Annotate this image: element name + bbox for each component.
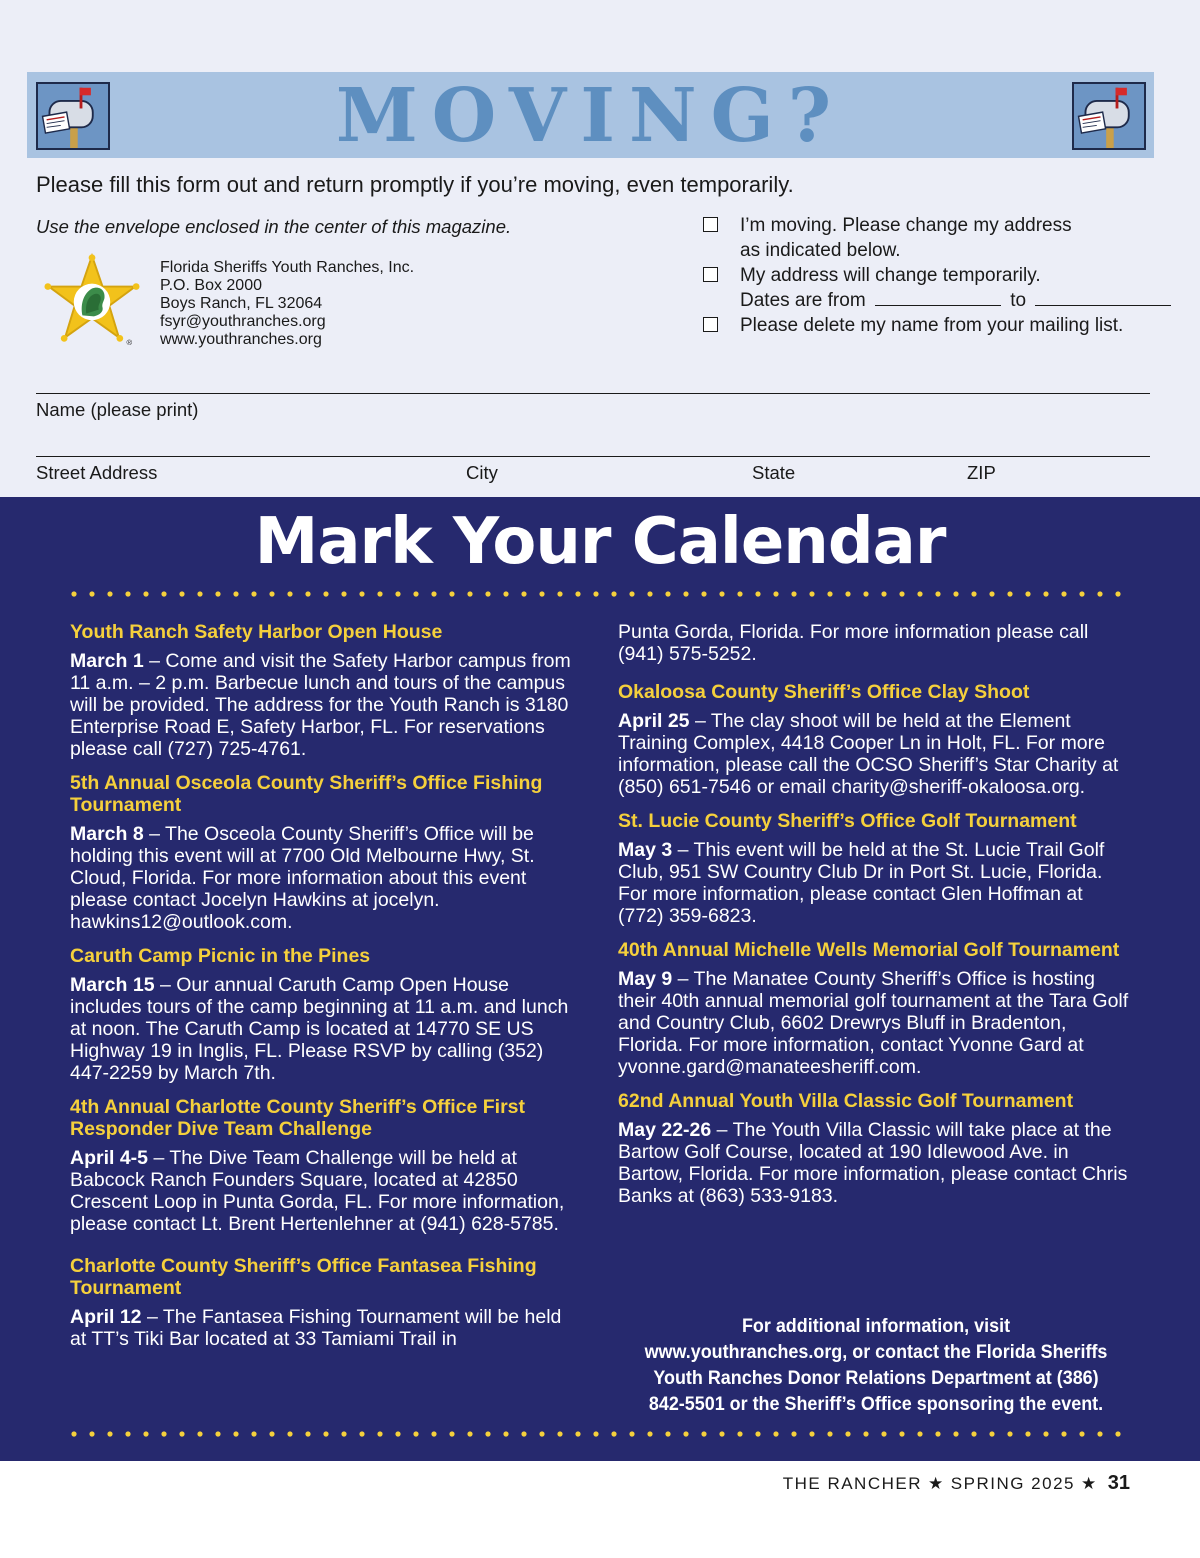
divider-dot — [1097, 591, 1102, 596]
divider-dot — [953, 1431, 958, 1436]
divider-dot — [305, 591, 310, 596]
event-text: – This event will be held at the St. Lucie Trail Golf Club, 951 SW Country Club Dr in Port St. Lucie, Florida. For more information, please contact Glen Hoffman at (772) 359-6823. — [618, 839, 1105, 927]
page-footer — [783, 1472, 1130, 1495]
divider-dot — [143, 1431, 148, 1436]
divider-dot — [89, 1431, 94, 1436]
divider-dot — [827, 591, 832, 596]
divider-dot — [251, 1431, 256, 1436]
divider-dot — [953, 591, 958, 596]
divider-dot — [71, 1431, 76, 1436]
zip-field-label: ZIP — [967, 462, 996, 483]
divider-dot — [377, 591, 382, 596]
event-continued-text: Punta Gorda, Florida. For more information please call (941) 575-5252. — [618, 621, 1089, 665]
event-date: April 12 — [70, 1306, 142, 1328]
mailing-address — [160, 259, 414, 349]
event-date: March 8 — [70, 823, 144, 845]
divider-dot — [233, 591, 238, 596]
divider-dot — [287, 1431, 292, 1436]
event-item — [618, 939, 1130, 1078]
divider-dot — [305, 1431, 310, 1436]
event-item — [618, 810, 1130, 927]
option-temporary-line1: My address will change temporarily. — [740, 265, 1041, 286]
event-title: Caruth Camp Picnic in the Pines — [70, 945, 371, 967]
divider-dot — [1025, 591, 1030, 596]
event-body — [70, 650, 582, 760]
divider-dot — [431, 591, 436, 596]
event-text: – The Osceola County Sheriff’s Office will be holding this event will at 7700 Old Melbourne Hwy, St. Cloud, Florida. For more information about this event please contact Jocelyn Hawkins at jocelyn. hawkins12@outlook.com. — [70, 823, 535, 933]
divider-dot — [1061, 591, 1066, 596]
divider-dot — [935, 1431, 940, 1436]
divider-dot — [791, 1431, 796, 1436]
date-to-field[interactable] — [1035, 288, 1171, 306]
state-field-label: State — [752, 462, 796, 483]
divider-dot — [737, 591, 742, 596]
divider-dot — [773, 1431, 778, 1436]
option-change-line1: I’m moving. Please change my address — [740, 215, 1072, 236]
divider-dot — [917, 1431, 922, 1436]
divider-dot — [791, 591, 796, 596]
divider-dot — [881, 1431, 886, 1436]
divider-dot — [395, 1431, 400, 1436]
divider-dot — [413, 1431, 418, 1436]
divider-dot — [359, 591, 364, 596]
divider-dot — [287, 591, 292, 596]
divider-dot — [629, 591, 634, 596]
temporary-checkbox[interactable] — [703, 267, 718, 282]
divider-dot — [161, 591, 166, 596]
divider-dot — [503, 591, 508, 596]
divider-dot — [1097, 1431, 1102, 1436]
event-item — [618, 681, 1130, 798]
calendar-section — [0, 497, 1200, 1461]
divider-dot — [485, 1431, 490, 1436]
star-separator-icon: ★ — [1081, 1474, 1098, 1493]
option-change-address — [702, 213, 1182, 263]
address-field-line[interactable] — [36, 456, 1150, 457]
event-title: 40th Annual Michelle Wells Memorial Golf Tournament — [618, 939, 1120, 961]
divider-dot — [935, 591, 940, 596]
divider-dot — [809, 591, 814, 596]
event-body — [70, 974, 582, 1084]
address-org: Florida Sheriffs Youth Ranches, Inc. — [160, 259, 415, 276]
event-date: April 4-5 — [70, 1147, 149, 1169]
additional-info-note: For additional information, visit www.youthranches.org, or contact the Florida Sheriffs Youth Ranches Donor Relations Department at (386) 842-5501 or the Sheriff’s Office sponsoring the event. — [644, 1315, 1108, 1415]
divider-dot — [107, 591, 112, 596]
event-text: – The clay shoot will be held at the Element Training Complex, 4418 Cooper Ln in Holt, FL. For more information, please call the OCSO Sheriff’s Star Charity at (850) 651-7546 or email charity@sheriff-okaloosa.org. — [618, 710, 1119, 798]
divider-dot — [107, 1431, 112, 1436]
event-body — [618, 1119, 1130, 1207]
event-item — [70, 621, 582, 760]
address-city: Boys Ranch, FL 32064 — [160, 295, 323, 312]
divider-dot — [1115, 591, 1120, 596]
page-number: 31 — [1107, 1472, 1130, 1494]
calendar-title: Mark Your Calendar — [254, 505, 946, 579]
divider-dot — [557, 591, 562, 596]
divider-dot — [179, 591, 184, 596]
event-date: May 3 — [618, 839, 673, 861]
moving-form-section — [0, 0, 1200, 497]
moving-options — [702, 213, 1182, 338]
event-body — [70, 1306, 582, 1350]
option-temporary — [702, 263, 1182, 313]
dates-to-label: to — [1010, 290, 1027, 311]
event-text: – The Manatee County Sheriff’s Office is hosting their 40th annual memorial golf tournament at the Tara Golf and Country Club, 6602 Drewrys Bluff in Bradenton, Florida. For more information, contact Yvonne Gard at yvonne.gard@manateesheriff.com. — [618, 968, 1129, 1078]
address-email[interactable]: fsyr@youthranches.org — [160, 313, 326, 330]
divider-dot — [413, 591, 418, 596]
city-field-label: City — [466, 462, 498, 483]
divider-dot — [521, 1431, 526, 1436]
divider-dot — [323, 1431, 328, 1436]
divider-dot — [341, 1431, 346, 1436]
star-separator-icon: ★ — [928, 1474, 945, 1493]
divider-dot — [215, 591, 220, 596]
divider-dot — [377, 1431, 382, 1436]
divider-dot — [737, 1431, 742, 1436]
issue-season: SPRING 2025 — [950, 1474, 1075, 1493]
divider-dot — [665, 591, 670, 596]
divider-dot — [1007, 591, 1012, 596]
divider-dot — [701, 591, 706, 596]
name-field-label: Name (please print) — [36, 399, 199, 420]
event-item — [70, 1096, 582, 1235]
event-text: – The Youth Villa Classic will take place at the Bartow Golf Course, located at 190 Idlewood Ave. in Bartow, Florida. For more information, please contact Chris Banks at (863) 533-9183. — [618, 1119, 1128, 1207]
divider-dot — [845, 1431, 850, 1436]
divider-dot — [989, 591, 994, 596]
event-text: – Come and visit the Safety Harbor campus from 11 a.m. – 2 p.m. Barbecue lunch and tours of the campus will be provided. The address for the Youth Ranch is 3180 Enterprise Road E, Safety Harbor, FL. For reservations please call (727) 725-4761. — [70, 650, 571, 760]
mailbox-icon — [1072, 82, 1146, 150]
event-date: May 22-26 — [618, 1119, 712, 1141]
divider-dot — [467, 1431, 472, 1436]
divider-dot — [269, 1431, 274, 1436]
divider-dot — [575, 591, 580, 596]
divider-dot — [899, 591, 904, 596]
street-field-label: Street Address — [36, 462, 158, 483]
intro-text: Please fill this form out and return promptly if you’re moving, even temporarily. — [36, 172, 794, 197]
event-body — [70, 1147, 582, 1235]
divider-dot — [71, 591, 76, 596]
divider-dot — [1061, 1431, 1066, 1436]
divider-dot — [611, 1431, 616, 1436]
divider-dot — [323, 591, 328, 596]
event-continued — [618, 621, 1130, 665]
divider-dot — [1007, 1431, 1012, 1436]
dates-from-label: Dates are from — [740, 290, 866, 311]
event-date: April 25 — [618, 710, 690, 732]
divider-dot — [143, 591, 148, 596]
divider-dot — [215, 1431, 220, 1436]
divider-dot — [467, 591, 472, 596]
divider-dot — [449, 1431, 454, 1436]
event-title: Okaloosa County Sheriff’s Office Clay Shoot — [618, 681, 1030, 703]
event-item — [70, 945, 582, 1084]
option-delete-text: Please delete my name from your mailing list. — [740, 315, 1124, 336]
divider-dot — [359, 1431, 364, 1436]
divider-dot — [809, 1431, 814, 1436]
event-text: – The Dive Team Challenge will be held at Babcock Ranch Founders Square, located at 42850 Crescent Loop in Punta Gorda, FL. For more information, please contact Lt. Brent Hertenlehner at (941) 628-5785. — [70, 1147, 565, 1235]
event-date: May 9 — [618, 968, 673, 990]
divider-dot — [647, 591, 652, 596]
divider-dot — [593, 1431, 598, 1436]
divider-dot — [989, 1431, 994, 1436]
date-from-field[interactable] — [875, 288, 1001, 306]
divider-dot — [539, 1431, 544, 1436]
svg-text:®: ® — [126, 338, 133, 348]
divider-dot — [1043, 1431, 1048, 1436]
name-field-line[interactable] — [36, 393, 1150, 394]
event-title: 5th Annual Osceola County Sheriff’s Office Fishing Tournament — [70, 772, 543, 816]
divider-dot — [719, 591, 724, 596]
divider-dot — [863, 1431, 868, 1436]
event-title: 62nd Annual Youth Villa Classic Golf Tournament — [618, 1090, 1074, 1112]
event-body — [70, 823, 582, 933]
divider-dot — [503, 1431, 508, 1436]
publication-name: THE RANCHER — [782, 1474, 923, 1493]
event-title: St. Lucie County Sheriff’s Office Golf Tournament — [618, 810, 1077, 832]
divider-dot — [917, 591, 922, 596]
divider-dot — [251, 591, 256, 596]
divider-dot — [647, 1431, 652, 1436]
envelope-note: Use the envelope enclosed in the center of this magazine. — [36, 216, 512, 237]
event-body — [618, 839, 1130, 927]
divider-dot — [125, 591, 130, 596]
divider-dot — [161, 1431, 166, 1436]
divider-dot — [485, 591, 490, 596]
divider-dot — [125, 1431, 130, 1436]
address-website[interactable]: www.youthranches.org — [160, 331, 322, 348]
event-item — [618, 1090, 1130, 1207]
dotted-divider-bottom — [70, 1430, 1132, 1438]
divider-dot — [521, 591, 526, 596]
divider-dot — [755, 1431, 760, 1436]
event-item — [70, 772, 582, 933]
event-title: Youth Ranch Safety Harbor Open House — [70, 621, 443, 643]
divider-dot — [593, 591, 598, 596]
divider-dot — [971, 591, 976, 596]
divider-dot — [881, 591, 886, 596]
divider-dot — [449, 591, 454, 596]
divider-dot — [575, 1431, 580, 1436]
divider-dot — [899, 1431, 904, 1436]
divider-dot — [665, 1431, 670, 1436]
divider-dot — [1043, 591, 1048, 596]
divider-dot — [1025, 1431, 1030, 1436]
option-delete — [702, 313, 1182, 338]
address-po-box: P.O. Box 2000 — [160, 277, 262, 294]
moving-banner — [27, 72, 1154, 158]
divider-dot — [269, 591, 274, 596]
event-date: March 1 — [70, 650, 144, 672]
divider-dot — [539, 591, 544, 596]
divider-dot — [683, 1431, 688, 1436]
event-title: Charlotte County Sheriff’s Office Fantasea Fishing Tournament — [70, 1255, 537, 1299]
event-date: March 15 — [70, 974, 155, 996]
event-text: – The Fantasea Fishing Tournament will be held at TT’s Tiki Bar located at 33 Tamiami Trail in — [70, 1306, 562, 1350]
dotted-divider-top — [70, 590, 1132, 598]
event-body — [618, 968, 1130, 1078]
star-logo-icon — [44, 252, 140, 348]
divider-dot — [719, 1431, 724, 1436]
divider-dot — [395, 591, 400, 596]
divider-dot — [341, 591, 346, 596]
divider-dot — [557, 1431, 562, 1436]
option-change-line2: as indicated below. — [740, 240, 901, 261]
divider-dot — [179, 1431, 184, 1436]
divider-dot — [773, 591, 778, 596]
divider-dot — [197, 1431, 202, 1436]
divider-dot — [683, 591, 688, 596]
events-column-left — [70, 621, 582, 1362]
divider-dot — [431, 1431, 436, 1436]
divider-dot — [755, 591, 760, 596]
divider-dot — [197, 591, 202, 596]
moving-title: MOVING? — [335, 73, 846, 159]
divider-dot — [629, 1431, 634, 1436]
divider-dot — [845, 591, 850, 596]
divider-dot — [1079, 591, 1084, 596]
divider-dot — [1079, 1431, 1084, 1436]
event-item — [70, 1255, 582, 1350]
divider-dot — [827, 1431, 832, 1436]
divider-dot — [863, 591, 868, 596]
divider-dot — [701, 1431, 706, 1436]
divider-dot — [1115, 1431, 1120, 1436]
event-body — [618, 710, 1130, 798]
divider-dot — [971, 1431, 976, 1436]
delete-checkbox[interactable] — [703, 317, 718, 332]
events-column-right — [618, 621, 1130, 1219]
divider-dot — [233, 1431, 238, 1436]
divider-dot — [89, 591, 94, 596]
event-title: 4th Annual Charlotte County Sheriff’s Office First Responder Dive Team Challenge — [70, 1096, 526, 1140]
change-address-checkbox[interactable] — [703, 217, 718, 232]
event-text: – Our annual Caruth Camp Open House includes tours of the camp beginning at 11 a.m. and lunch at noon. The Caruth Camp is located at 14770 SE US Highway 19 in Inglis, FL. Please RSVP by calling (352) 447-2259 by March 7th. — [70, 974, 569, 1084]
divider-dot — [611, 591, 616, 596]
